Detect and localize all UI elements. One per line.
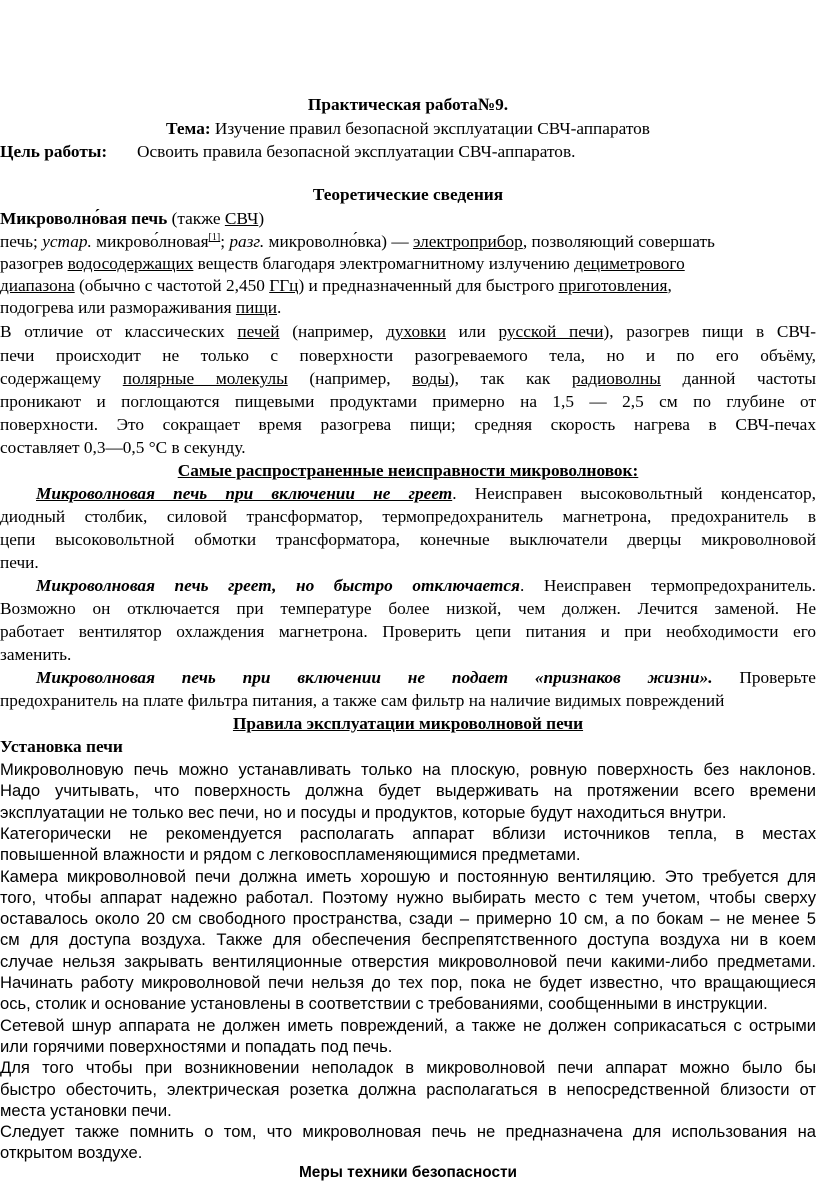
theory-line: поверхности. Это сокращает время разогрева пищи; средняя скорость нагрева в СВЧ-печах bbox=[0, 415, 816, 434]
rules-line: повышенной влажности и рядом с легковоспламеняющимися предметами. bbox=[0, 845, 581, 865]
goal-line bbox=[0, 141, 816, 163]
fault-line bbox=[0, 667, 816, 689]
text-span: (например, bbox=[287, 369, 413, 388]
faults-heading: Самые распространенные неисправности микроволновок: bbox=[177, 461, 639, 480]
link-cooking[interactable]: приготовления bbox=[558, 276, 668, 295]
link-polar-molecules[interactable]: полярные молекулы bbox=[122, 369, 288, 388]
topic-line bbox=[0, 118, 816, 140]
rules-line: Камера микроволновой печи должна иметь хорошую и постоянную вентиляцию. Это требуется для bbox=[0, 866, 816, 886]
safety-heading: Меры техники безопасности bbox=[298, 1164, 518, 1181]
text-span: (например, bbox=[279, 322, 387, 341]
text-span: печь; bbox=[0, 232, 43, 251]
fault-line bbox=[0, 575, 816, 597]
text-span: ; bbox=[220, 232, 230, 251]
text-span: В отличие от классических bbox=[0, 322, 238, 341]
fault-title-shuts-off: Микроволновая печь греет, но быстро отключается bbox=[36, 576, 520, 595]
goal-label: Цель работы: bbox=[0, 142, 108, 161]
abbr-razg: разг. bbox=[229, 232, 265, 251]
link-water-containing[interactable]: водосодержащих bbox=[67, 254, 194, 273]
text-span: содержащему bbox=[0, 369, 123, 388]
footnote-link[interactable]: [1] bbox=[208, 232, 221, 244]
theory-line bbox=[0, 231, 816, 253]
rules-line: оставалось около 20 см свободного пространства, сзади – примерно 10 см, а по бокам – не менее 5 bbox=[0, 909, 816, 929]
text-span: ) и предназначенный для быстрого bbox=[298, 276, 559, 295]
theory-line bbox=[0, 321, 816, 343]
text-span: ), так как bbox=[448, 369, 572, 388]
rules-line: места установки печи. bbox=[0, 1100, 172, 1120]
text-span: микроволно́вка) — bbox=[264, 232, 413, 251]
text-span: . bbox=[276, 298, 282, 317]
topic-label: Тема: bbox=[166, 119, 211, 138]
rules-line: или горячими поверхностями и попадать под печь. bbox=[0, 1036, 393, 1056]
link-range[interactable]: диапазона bbox=[0, 276, 75, 295]
link-ovens[interactable]: печей bbox=[237, 322, 280, 341]
theory-line bbox=[0, 208, 816, 230]
text-span: ), разогрев пищи в СВЧ- bbox=[603, 322, 816, 341]
theory-heading: Теоретические сведения bbox=[312, 185, 504, 204]
fault-line: Возможно он отключается при температуре более низкой, чем должен. Лечится заменой. Не bbox=[0, 599, 816, 618]
rules-line: см для доступа воздуха. Также для обеспечения беспрепятственного доступа воздуха ни в коем bbox=[0, 930, 816, 950]
rules-line: Сетевой шнур аппарата не должен иметь повреждений, а также не должен соприкасаться с острыми bbox=[0, 1015, 816, 1035]
text-span: (обычно с частотой 2,450 bbox=[74, 276, 270, 295]
link-svch[interactable]: СВЧ bbox=[224, 209, 259, 228]
text-span: Проверьте bbox=[712, 668, 816, 687]
theory-line: составляет 0,3—0,5 °C в секунду. bbox=[0, 438, 246, 457]
text-span: (также bbox=[167, 209, 225, 228]
text-span: данной частоты bbox=[660, 369, 816, 388]
abbr-ustar: устар. bbox=[42, 232, 92, 251]
fault-line: предохранитель на плате фильтра питания, а также сам фильтр на наличие видимых повреждений bbox=[0, 691, 725, 710]
text-span: микрово́лновая bbox=[91, 232, 209, 251]
text-span: ) bbox=[258, 209, 265, 228]
rules-line: того, чтобы аппарат надежно работал. Поэтому нужно выбирать место с тем учетом, чтобы сверху bbox=[0, 887, 816, 907]
rules-line: Категорически не рекомендуется располагать аппарат вблизи источников тепла, в местах bbox=[0, 823, 816, 843]
text-span: или bbox=[445, 322, 499, 341]
rules-heading: Правила эксплуатации микроволновой печи bbox=[232, 714, 584, 733]
link-electrical-appliance[interactable]: электроприбор bbox=[412, 232, 523, 251]
link-decimeter[interactable]: дециметрового bbox=[574, 254, 685, 273]
text-span: разогрев bbox=[0, 254, 68, 273]
theory-line bbox=[0, 368, 816, 390]
rules-line: Следует также помнить о том, что микроволновая печь не предназначена для использования на bbox=[0, 1122, 816, 1142]
link-russian-stove[interactable]: русской печи bbox=[498, 322, 604, 341]
rules-line: случае нельзя закрывать вентиляционные отверстия микроволновой печи какими-либо предметами. bbox=[0, 951, 816, 971]
link-ghz[interactable]: ГГц bbox=[269, 276, 299, 295]
text-span: , bbox=[667, 276, 672, 295]
text-span: . Неисправен термопредохранитель. bbox=[519, 576, 816, 595]
topic-text: Изучение правил безопасной эксплуатации СВЧ-аппаратов bbox=[210, 119, 650, 138]
fault-line: работает вентилятор охлаждения магнетрона. Проверить цепи питания и при необходимости его bbox=[0, 622, 816, 641]
theory-line: печи происходит не только с поверхности разогреваемого тела, но и по его объёму, bbox=[0, 346, 816, 365]
fault-line bbox=[0, 483, 816, 505]
rules-line: ось, столик и основание установлены в соответствии с требованиями, сообщенными в инструкции. bbox=[0, 994, 768, 1014]
rules-line: Надо учитывать, что поверхность должна будет выдерживать на протяжении всего времени bbox=[0, 781, 816, 801]
install-heading: Установка печи bbox=[0, 737, 123, 756]
link-food[interactable]: пищи bbox=[235, 298, 277, 317]
theory-line bbox=[0, 275, 816, 297]
link-radio-waves[interactable]: радиоволны bbox=[571, 369, 661, 388]
text-span: веществ благодаря электромагнитному излучению bbox=[193, 254, 575, 273]
rules-line: эксплуатации не только вес печи, но и посуды и продуктов, которые будут находиться внутри. bbox=[0, 802, 727, 822]
term-microwave: Микроволно́вая печь bbox=[0, 209, 168, 228]
text-span: подогрева или размораживания bbox=[0, 298, 236, 317]
rules-line: Начинать работу микроволновой печи нельзя до тех пор, пока не будет известно, что вращающиеся bbox=[0, 973, 816, 992]
text-span: , позволяющий совершать bbox=[522, 232, 715, 251]
link-water[interactable]: воды bbox=[412, 369, 449, 388]
theory-line: проникают и поглощаются пищевыми продуктами примерно на 1,5 — 2,5 см по глубине от bbox=[0, 392, 816, 411]
rules-line: быстро обесточить, электрическая розетка должна располагаться в непосредственной близости от bbox=[0, 1079, 816, 1099]
fault-line: диодный столбик, силовой трансформатор, термопредохранитель магнетрона, предохранитель в bbox=[0, 507, 816, 526]
fault-line: заменить. bbox=[0, 645, 72, 664]
link-oven[interactable]: духовки bbox=[386, 322, 446, 341]
page-title: Практическая работа№9. bbox=[307, 95, 509, 114]
rules-line: открытом воздухе. bbox=[0, 1143, 143, 1163]
goal-text: Освоить правила безопасной эксплуатации СВЧ-аппаратов. bbox=[137, 142, 576, 161]
rules-line: Для того чтобы при возникновении неполадок в микроволновой печи аппарат можно было бы bbox=[0, 1058, 816, 1078]
fault-title-no-heat: Микроволновая печь при включении не греет bbox=[36, 484, 453, 503]
fault-title-no-signs-of-life: Микроволновая печь при включении не подает «признаков жизни». bbox=[36, 668, 713, 687]
rules-line: Микроволновую печь можно устанавливать только на плоскую, ровную поверхность без наклонов. bbox=[0, 760, 816, 779]
text-span: . Неисправен высоковольтный конденсатор, bbox=[452, 484, 816, 503]
fault-line: печи. bbox=[0, 553, 39, 572]
theory-line bbox=[0, 253, 816, 275]
theory-line bbox=[0, 297, 816, 319]
fault-line: цепи высоковольтной обмотки трансформатора, конечные выключатели дверцы микроволновой bbox=[0, 530, 816, 549]
